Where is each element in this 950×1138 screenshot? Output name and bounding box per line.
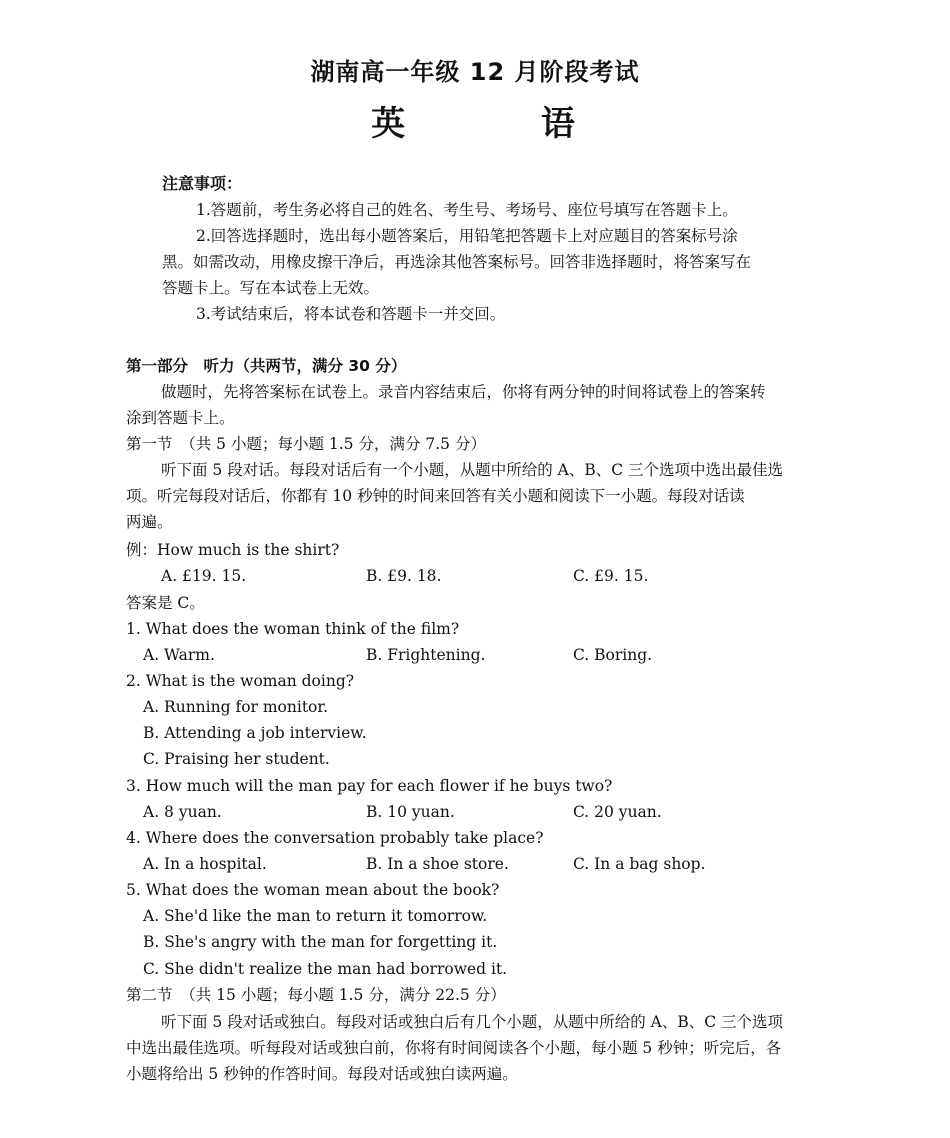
section1-instruction: 两遍。 <box>126 513 173 531</box>
example-question: 例：How much is the shirt? <box>126 541 340 559</box>
section2-instruction: 小题将给出 5 秒钟的作答时间。每段对话或独白读两遍。 <box>126 1065 518 1083</box>
q2-option-c: C. Praising her student. <box>143 750 330 768</box>
note-line: 1.答题前，考生务必将自己的姓名、考生号、考场号、座位号填写在答题卡上。 <box>196 201 738 219</box>
q4-option-c: C. In a bag shop. <box>573 855 706 873</box>
example-option-c: C. £9. 15. <box>573 567 649 585</box>
q5-option-a: A. She'd like the man to return it tomorrow. <box>143 907 488 925</box>
note-line: 答题卡上。写在本试卷上无效。 <box>162 279 380 297</box>
example-option-a: A. £19. 15. <box>161 567 247 585</box>
section2-instruction: 听下面 5 段对话或独白。每段对话或独白后有几个小题，从题中所给的 A、B、C 三个选项 <box>161 1013 784 1031</box>
q2-option-b: B. Attending a job interview. <box>143 724 367 742</box>
section2-instruction: 中选出最佳选项。听每段对话或独白前，你将有时间阅读各个小题，每小题 5 秒钟；听完后，各 <box>126 1039 782 1057</box>
part1-intro: 涂到答题卡上。 <box>126 409 235 427</box>
q5-option-c: C. She didn't realize the man had borrowed it. <box>143 960 508 978</box>
q4-option-b: B. In a shoe store. <box>366 855 509 873</box>
example-answer: 答案是 C。 <box>126 594 205 612</box>
example-option-b: B. £9. 18. <box>366 567 442 585</box>
q3-option-c: C. 20 yuan. <box>573 803 662 821</box>
part1-intro: 做题时，先将答案标在试卷上。录音内容结束后，你将有两分钟的时间将试卷上的答案转 <box>161 383 766 401</box>
q3-option-a: A. 8 yuan. <box>143 803 222 821</box>
q1-option-c: C. Boring. <box>573 646 653 664</box>
subject-title: 英 语 <box>371 104 637 144</box>
section1-instruction: 项。听完每段对话后，你都有 10 秒钟的时间来回答有关小题和阅读下一小题。每段对话读 <box>126 487 745 505</box>
notes-heading: 注意事项： <box>162 174 243 193</box>
q3-option-b: B. 10 yuan. <box>366 803 455 821</box>
section1-instruction: 听下面 5 段对话。每段对话后有一个小题，从题中所给的 A、B、C 三个选项中选出最佳选 <box>161 461 784 479</box>
note-line: 3.考试结束后，将本试卷和答题卡一并交回。 <box>196 305 506 323</box>
question-1: 1. What does the woman think of the film? <box>126 620 460 638</box>
q2-option-a: A. Running for monitor. <box>143 698 329 716</box>
section1-heading: 第一节 （共 5 小题；每小题 1.5 分，满分 7.5 分） <box>126 435 486 453</box>
question-5: 5. What does the woman mean about the book? <box>126 881 500 899</box>
part1-heading: 第一部分 听力（共两节，满分 30 分） <box>126 357 407 375</box>
question-4: 4. Where does the conversation probably take place? <box>126 829 544 847</box>
note-line: 黑。如需改动，用橡皮擦干净后，再选涂其他答案标号。回答非选择题时，将答案写在 <box>162 253 752 271</box>
q1-option-a: A. Warm. <box>143 646 215 664</box>
section2-heading: 第二节 （共 15 小题；每小题 1.5 分，满分 22.5 分） <box>126 986 506 1004</box>
exam-title: 湖南高一年级 12 月阶段考试 <box>310 58 640 86</box>
note-line: 2.回答选择题时，选出每小题答案后，用铅笔把答题卡上对应题目的答案标号涂 <box>196 227 738 245</box>
question-3: 3. How much will the man pay for each flower if he buys two? <box>126 777 613 795</box>
q1-option-b: B. Frightening. <box>366 646 486 664</box>
question-2: 2. What is the woman doing? <box>126 672 355 690</box>
q5-option-b: B. She's angry with the man for forgetting it. <box>143 933 498 951</box>
q4-option-a: A. In a hospital. <box>143 855 267 873</box>
